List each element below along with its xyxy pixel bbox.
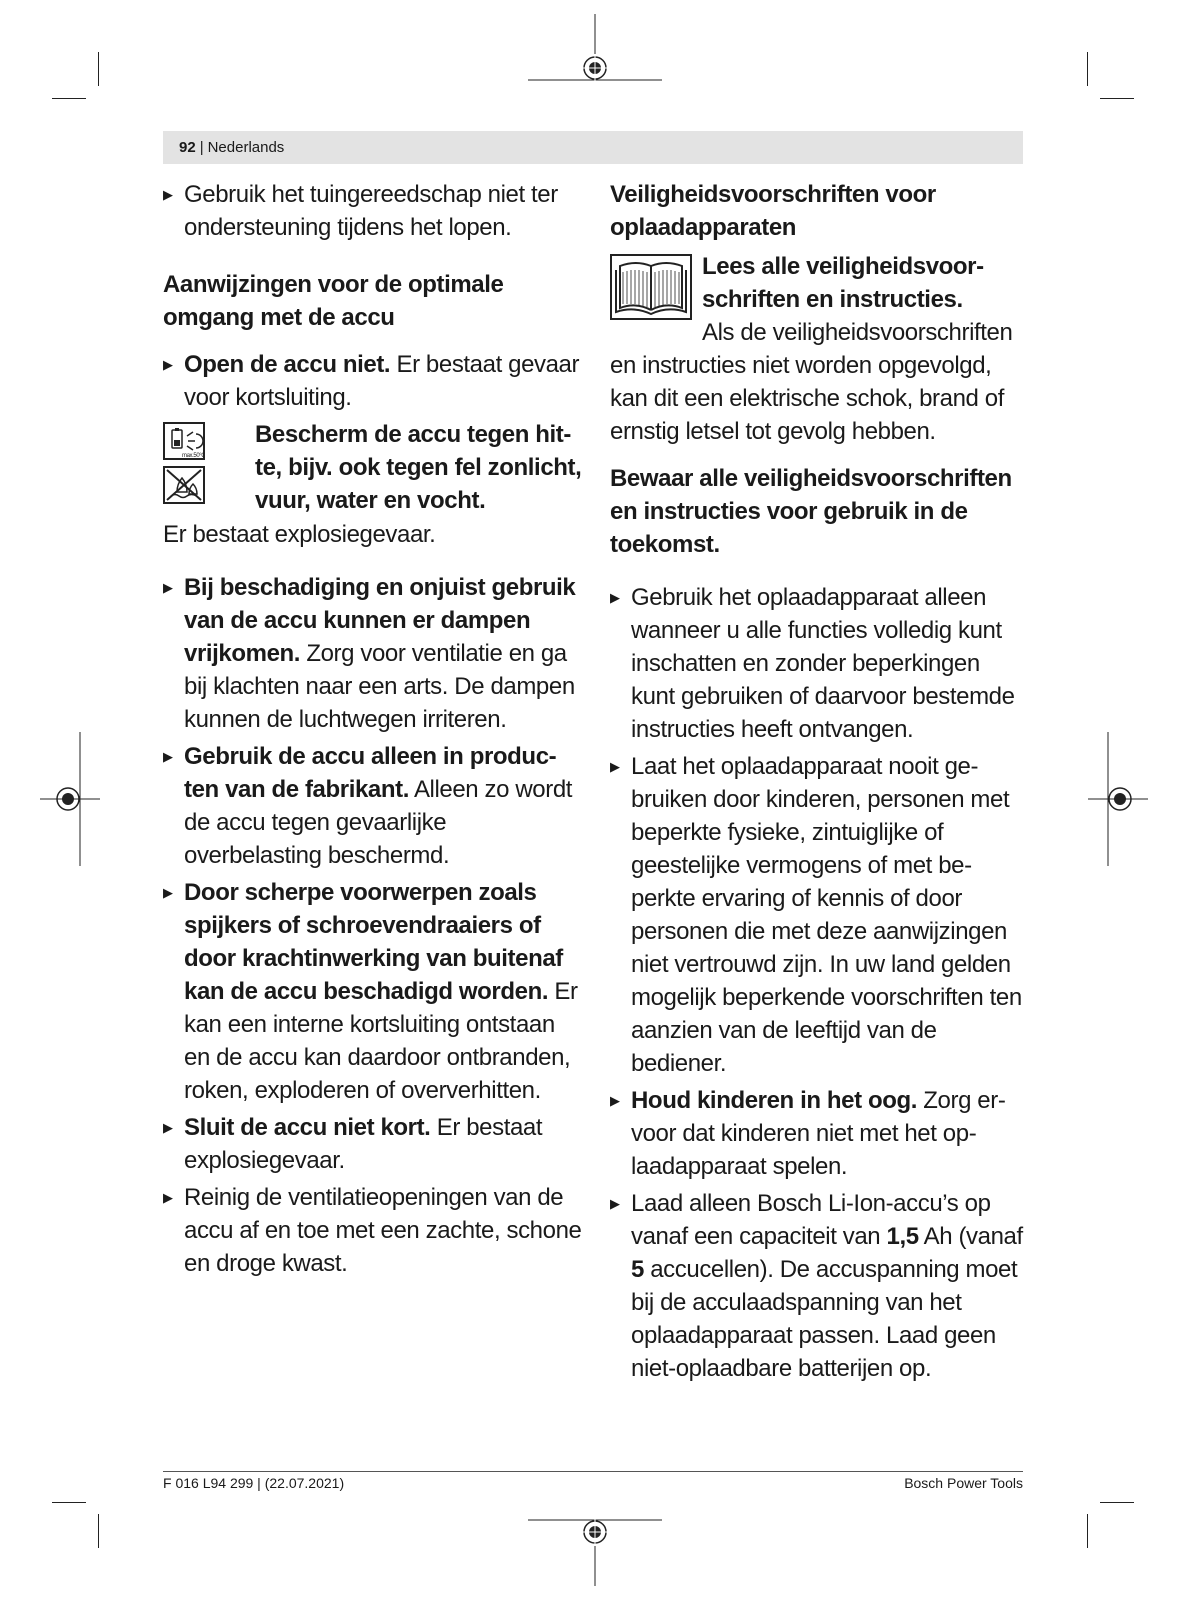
list-item bbox=[610, 581, 1023, 746]
heat-sun-icon bbox=[163, 422, 205, 460]
section-heading: Aanwijzingen voor de optimale omgang met de accu bbox=[163, 271, 504, 331]
warning-after-text: Er bestaat explosiegevaar. bbox=[163, 521, 436, 548]
item-bold: Bij beschadiging en onjuist gebruik van de accu kunnen er dampen vrijkomen. bbox=[184, 574, 576, 667]
registration-mark-left bbox=[40, 732, 100, 866]
footer-doc-code: F 016 L94 299 | (22.07.2021) bbox=[163, 1475, 345, 1491]
item-text: Laad alleen Bosch Li-Ion-accu’s op vanaf een capaciteit van bbox=[631, 1190, 991, 1250]
footer-brand: Bosch Power Tools bbox=[904, 1475, 1023, 1491]
item-text: Er bestaat explosiegevaar. bbox=[184, 1114, 543, 1174]
item-text: Gebruik het tuingereedschap niet ter ondersteuning tijdens het lopen. bbox=[184, 181, 558, 241]
section-heading: Bewaar alle veiligheidsvoorschriften en instructies voor gebruik in de toekomst. bbox=[610, 465, 1012, 558]
left-column bbox=[163, 178, 583, 1284]
crop-mark bbox=[1100, 1502, 1134, 1503]
warning-icon-row bbox=[163, 418, 583, 518]
item-bold: Gebruik de accu alleen in producten van de fabrikant. bbox=[184, 743, 557, 803]
manual-notice bbox=[610, 250, 1023, 448]
item-bold: Open de accu niet. bbox=[184, 351, 391, 378]
crop-mark bbox=[1087, 1514, 1088, 1548]
item-text: accucellen). De accuspanning moet bij de acculaadspanning van het oplaadapparaat passen. Laad geen niet-oplaadbare batterijen op. bbox=[631, 1256, 1018, 1382]
crop-mark bbox=[52, 1502, 86, 1503]
list-item bbox=[163, 1181, 583, 1280]
header-language: Nederlands bbox=[207, 139, 285, 156]
item-bold: Houd kinderen in het oog. bbox=[631, 1087, 917, 1114]
open-book-icon bbox=[610, 254, 692, 320]
manual-rest-text bbox=[610, 316, 1023, 448]
header-separator: | bbox=[199, 139, 204, 156]
crop-mark bbox=[52, 98, 86, 99]
list-item bbox=[163, 876, 583, 1107]
list-item bbox=[163, 1111, 583, 1177]
list-item bbox=[163, 571, 583, 736]
page-header bbox=[163, 131, 1023, 164]
crop-mark bbox=[1100, 98, 1134, 99]
item-text: Reinig de ventilatieopeningen van de accu af en toe met een zachte, schone en droge kwast. bbox=[184, 1184, 582, 1277]
no-water-fire-icon bbox=[163, 466, 205, 504]
item-text: Laat het oplaadapparaat nooit gebruiken door kinderen, personen met beperkte fysieke, zintuiglijke of geestelijke vermogens of met beperkte ervaring of kennis of door personen die met deze aanwijzingen niet vertrouwd zijn. In uw land gelden mogelijk beperkende voorschriften ten aanzien van de leeftijd van de bediener. bbox=[631, 753, 1022, 1077]
list-item bbox=[610, 1084, 1023, 1183]
list-item bbox=[163, 178, 583, 244]
list-item bbox=[610, 1187, 1023, 1385]
svg-text:max.50°C: max.50°C bbox=[182, 453, 205, 459]
item-text: Zorg voor ventilatie en ga bij klachten naar een arts. De dampen kunnen de luchtwegen irriteren. bbox=[184, 640, 575, 733]
registration-mark-right bbox=[1088, 732, 1148, 866]
item-text: Alleen zo wordt de accu tegen gevaarlijke overbelasting beschermd. bbox=[184, 776, 573, 869]
registration-mark-bottom bbox=[528, 1516, 662, 1586]
manual-bold: Lees alle veiligheidsvoorschriften en instructies. bbox=[702, 253, 985, 313]
crop-mark bbox=[98, 52, 99, 86]
page-number: 92 bbox=[179, 139, 196, 156]
list-item bbox=[610, 750, 1023, 1080]
list-item bbox=[163, 348, 583, 414]
page-header-text bbox=[179, 139, 284, 156]
warning-icons bbox=[163, 422, 207, 510]
crop-mark bbox=[1087, 52, 1088, 86]
crop-mark bbox=[98, 1514, 99, 1548]
item-text: Zorg ervoor dat kinderen niet met het oplaadapparaat spelen. bbox=[631, 1087, 1006, 1180]
list-item bbox=[163, 740, 583, 872]
right-column bbox=[610, 178, 1023, 1389]
item-text: Er bestaat gevaar voor kortsluiting. bbox=[184, 351, 580, 411]
manual-rest: Als de veiligheidsvoorschriften en instructies niet worden opgevolgd, kan dit een elektrische schok, brand of ernstig letsel tot gevolg hebben. bbox=[610, 319, 1013, 445]
item-bold: Sluit de accu niet kort. bbox=[184, 1114, 431, 1141]
item-text: Ah (vanaf bbox=[918, 1223, 1023, 1250]
cell-count: 5 bbox=[631, 1256, 644, 1283]
item-text: Gebruik het oplaadapparaat alleen wanneer u alle functies volledig kunt inschatten en zonder beperkingen kunt gebruiken of daarvoor bestemde instructies heeft ontvangen. bbox=[631, 584, 1015, 743]
item-bold: Door scherpe voorwerpen zoals spijkers of schroevendraaiers of door krachtinwerking van buitenaf kan de accu beschadigd worden. bbox=[184, 879, 563, 1005]
warning-bold-text: Bescherm de accu tegen hitte, bijv. ook tegen fel zonlicht, vuur, water en vocht. bbox=[255, 421, 582, 514]
capacity-value: 1,5 bbox=[886, 1223, 919, 1250]
registration-mark-top bbox=[528, 14, 662, 84]
item-text: Er kan een interne kortsluiting ontstaan en de accu kan daardoor ontbranden, roken, exploderen of oververhitten. bbox=[184, 978, 578, 1104]
section-heading: Veiligheidsvoorschriften voor oplaadapparaten bbox=[610, 181, 936, 241]
footer-rule bbox=[163, 1471, 1023, 1472]
